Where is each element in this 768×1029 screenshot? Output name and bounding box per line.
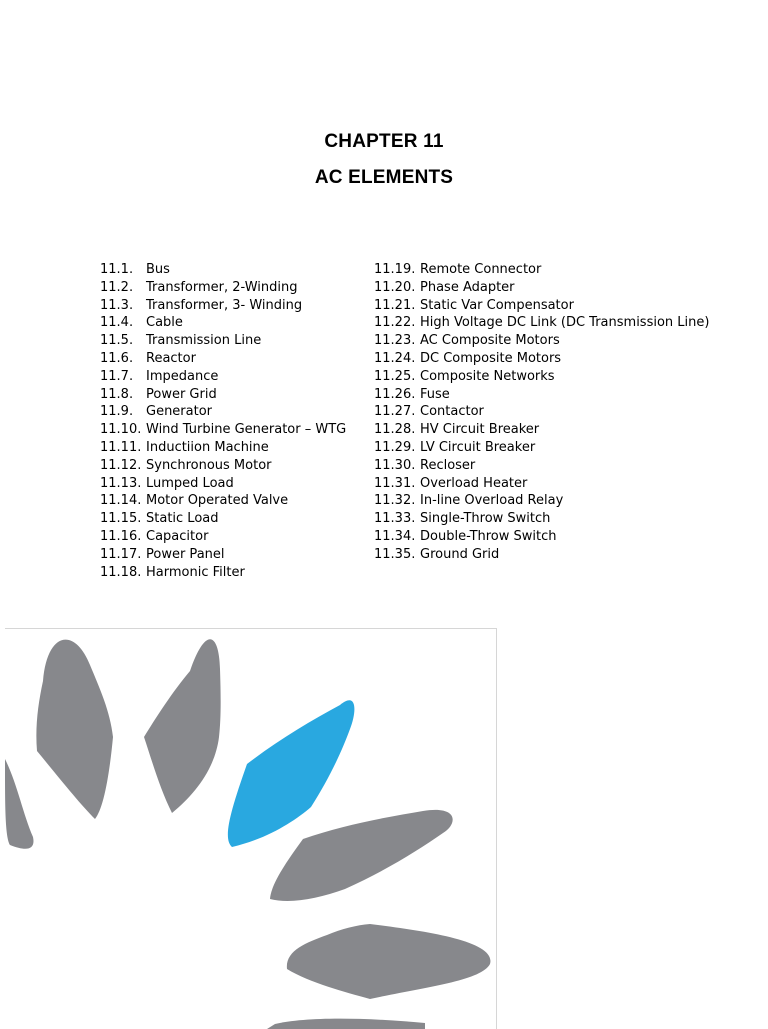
toc-item-label: Transformer, 2-Winding [146,279,298,295]
toc-item-number: 11.13. [100,475,142,491]
toc-item-label: Harmonic Filter [146,564,245,580]
toc-item-label: Static Load [146,511,219,527]
toc-item[interactable] [374,475,709,493]
toc-item-label: Reactor [146,350,196,366]
toc-item-label: Lumped Load [146,475,234,491]
toc-item[interactable] [374,421,709,439]
toc-item-label: Wind Turbine Generator – WTG [146,422,347,438]
toc-item[interactable] [374,439,709,457]
logo-petal-gray [270,810,453,901]
toc-item-label: LV Circuit Breaker [420,439,536,455]
toc-item-number: 11.34. [374,528,416,544]
toc-item[interactable] [100,279,346,297]
toc-item-number: 11.35. [374,546,416,562]
toc-item-number: 11.27. [374,404,416,420]
toc-item-number: 11.24. [374,350,416,366]
toc-item-label: Motor Operated Valve [146,493,289,509]
toc-item[interactable] [100,475,346,493]
toc-item-number: 11.10. [100,422,142,438]
logo-petal-gray [144,639,221,813]
toc-item-number: 11.17. [100,546,142,562]
toc-item-number: 11.6. [100,350,134,366]
toc-item[interactable] [374,386,709,404]
toc-item-label: DC Composite Motors [420,350,562,366]
toc-item-label: Phase Adapter [420,279,515,295]
toc-item[interactable] [100,564,346,582]
toc-item-number: 11.19. [374,262,416,277]
toc-item[interactable] [100,421,346,439]
toc-item-number: 11.16. [100,528,142,544]
toc-item-number: 11.31. [374,475,416,491]
toc-item-label: Static Var Compensator [420,297,574,313]
toc-left-column [100,261,346,581]
toc-item-number: 11.20. [374,279,416,295]
toc-item[interactable] [374,457,709,475]
toc-item[interactable] [374,528,709,546]
toc-item-label: Cable [146,315,183,331]
chapter-title: AC ELEMENTS [314,167,454,188]
toc-item[interactable] [374,492,709,510]
toc-item-label: Ground Grid [420,546,500,562]
toc-item[interactable] [374,279,709,297]
toc-item[interactable] [374,261,709,279]
toc-item-number: 11.18. [100,564,142,580]
toc-item-number: 11.14. [100,493,142,509]
toc-item-number: 11.12. [100,457,142,473]
toc-item-label: Transformer, 3- Winding [146,297,303,313]
toc-item-number: 11.33. [374,511,416,527]
toc-item[interactable] [100,403,346,421]
toc-item[interactable] [374,314,709,332]
logo-petal-gray [5,759,33,849]
toc-item[interactable] [100,546,346,564]
toc-item-number: 11.7. [100,368,134,384]
toc-item-label: Single-Throw Switch [420,511,551,527]
toc-item[interactable] [100,510,346,528]
toc-item[interactable] [100,261,346,279]
toc-item[interactable] [374,350,709,368]
toc-item-number: 11.11. [100,439,142,455]
toc-item[interactable] [374,546,709,564]
logo-petal-blue [228,700,355,847]
logo-petal-gray [36,640,113,819]
toc-item-number: 11.29. [374,439,416,455]
toc-item[interactable] [100,386,346,404]
toc-item-number: 11.9. [100,404,134,420]
toc-item-label: Contactor [420,404,484,420]
toc-item-label: Fuse [420,386,450,402]
toc-item-label: Impedance [146,368,219,384]
petal-burst-logo-icon [5,629,496,1029]
toc-item[interactable] [374,510,709,528]
toc-item-label: Bus [146,262,170,277]
toc-item-number: 11.3. [100,297,134,313]
toc-item-number: 11.28. [374,422,416,438]
toc-item-label: Overload Heater [420,475,528,491]
toc-item[interactable] [374,297,709,315]
toc-item[interactable] [374,332,709,350]
toc-item-label: Generator [146,404,213,420]
toc-item[interactable] [374,368,709,386]
toc-item-label: Inductiion Machine [146,439,269,455]
toc-item-number: 11.22. [374,315,416,331]
toc-right-column [374,261,709,564]
toc-item-label: In-line Overload Relay [420,493,564,509]
toc-item[interactable] [100,350,346,368]
toc-item-number: 11.5. [100,333,134,349]
toc-item-label: Transmission Line [146,333,262,349]
toc-item-label: Double-Throw Switch [420,528,557,544]
toc-item-number: 11.2. [100,279,134,295]
toc-item[interactable] [374,403,709,421]
toc-item[interactable] [100,314,346,332]
toc-item-number: 11.4. [100,315,134,331]
toc-item-label: Recloser [420,457,476,473]
toc-item-number: 11.30. [374,457,416,473]
toc-item-label: High Voltage DC Link (DC Transmission Line) [420,315,710,331]
toc-item-number: 11.32. [374,493,416,509]
toc-item-label: Power Panel [146,546,225,562]
toc-item-number: 11.21. [374,297,416,313]
toc-item-number: 11.26. [374,386,416,402]
toc-item-label: Power Grid [146,386,217,402]
toc-item[interactable] [100,297,346,315]
toc-item-number: 11.15. [100,511,142,527]
toc-item-label: Capacitor [146,528,209,544]
toc-item[interactable] [100,528,346,546]
toc-item[interactable] [100,368,346,386]
toc-item-number: 11.8. [100,386,134,402]
toc-item-label: Synchronous Motor [146,457,272,473]
toc-item-number: 11.23. [374,333,416,349]
toc-item-number: 11.25. [374,368,416,384]
chapter-number: CHAPTER 11 [324,131,444,152]
logo-petal-gray [287,924,491,999]
toc-item-label: Remote Connector [420,262,542,277]
logo-frame [5,628,497,1029]
toc-item-label: AC Composite Motors [420,333,560,349]
toc-item-label: HV Circuit Breaker [420,422,540,438]
toc-item-number: 11.1. [100,262,134,277]
toc-item[interactable] [100,332,346,350]
toc-item-label: Composite Networks [420,368,555,384]
toc-item[interactable] [100,457,346,475]
toc-item[interactable] [100,439,346,457]
toc-item[interactable] [100,492,346,510]
